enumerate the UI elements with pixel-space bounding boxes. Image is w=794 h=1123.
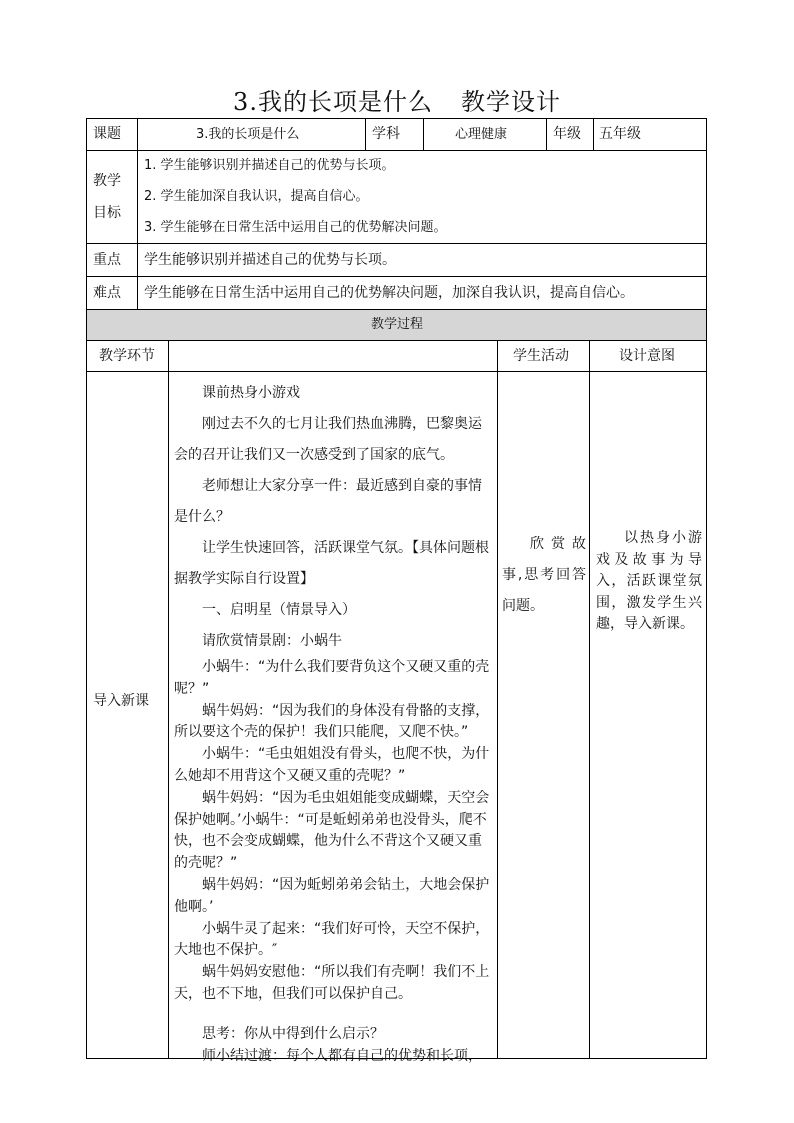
content-paragraph: 思考：你从中得到什么启示？ [202,1025,384,1042]
goal-item: 3. 学生能够在日常生活中运用自己的优势解决问题。 [144,220,447,235]
goals-label-line-2: 目标 [93,205,121,221]
content-paragraph: 蜗牛妈妈：“因为我们的身体没有骨骼的支撑，所以要这个壳的保护！我们只能爬，又爬不快。” [174,702,490,741]
key-point-label: 重点 [93,252,121,268]
content-paragraph: 小蜗牛灵了起来：“我们好可怜，天空不保护，大地也不保护。″ [174,920,490,959]
content-paragraph: 师小结过渡：每个人都有自己的优势和长项， [202,1047,482,1064]
difficulty-label: 难点 [93,285,121,301]
grade-label: 年级 [553,126,581,142]
key-point-text: 学生能够识别并描述自己的优势与长项。 [144,252,396,268]
content-paragraph: 课前热身小游戏 [202,385,300,401]
column-header-activity: 学生活动 [513,348,569,364]
topic-label: 课题 [93,126,121,142]
column-header-stage: 教学环节 [99,348,155,364]
content-paragraph: 蜗牛妈妈安慰他：“所以我们有壳啊！我们不上天，也不下地，但我们可以保护自己。 [174,964,490,1002]
topic-value: 3.我的长项是什么 [196,127,300,142]
goal-item: 2. 学生能加深自我认识，提高自信心。 [144,189,369,204]
stage-cell: 导入新课 [93,693,149,709]
content-paragraph: 老师想让大家分享一件：最近感到自豪的事情是什么？ [174,478,482,525]
difficulty-text: 学生能够在日常生活中运用自己的优势解决问题，加深自我认识，提高自信心。 [144,285,634,301]
content-paragraph: 小蜗牛：“毛虫姐姐没有骨头，也爬不快，为什么她却不用背这个又硬又重的壳呢？” [174,746,490,784]
content-paragraph: 一、启明星（情景导入） [202,602,356,618]
content-paragraph: 让学生快速回答，活跃课堂气氛。【具体问题根据教学实际自行设置】 [174,540,489,587]
content-cell [174,378,494,1067]
content-paragraph: 刚过去不久的七月让我们热血沸腾，巴黎奥运会的召开让我们又一次感受到了国家的底气。 [174,416,482,463]
grade-value: 五年级 [599,126,641,142]
column-header-intent: 设计意图 [619,348,675,364]
subject-label: 学科 [372,126,400,142]
page-title: 3.我的长项是什么 教学设计 [233,88,561,116]
content-paragraph: 小蜗牛：“为什么我们要背负这个又硬又重的壳呢？” [174,659,490,697]
goals-label-line-1: 教学 [93,173,121,189]
content-paragraph: 请欣赏情景剧：小蜗牛 [202,633,342,649]
content-paragraph: 蜗牛妈妈：“因为蚯蚓弟弟会钻土，大地会保护他啊。’ [174,876,490,915]
goal-item: 1. 学生能够识别并描述自己的优势与长项。 [144,158,395,173]
subject-value: 心理健康 [455,127,508,142]
content-paragraph: 蜗牛妈妈：“因为毛虫姐姐能变成蝴蝶，天空会保护她啊。’小蜗牛：“可是蚯蚓弟弟也没骨头，爬不快，也不会变成蝴蝶，他为什么不背这个又硬又重的壳呢？” [174,789,490,872]
process-header: 教学过程 [370,317,423,332]
student-activity-cell: 欣赏故事,思考回答问题。 [502,536,586,614]
design-intent-cell: 以热身小游戏及故事为导入，活跃课堂氛围，激发学生兴趣，导入新课。 [596,530,702,632]
